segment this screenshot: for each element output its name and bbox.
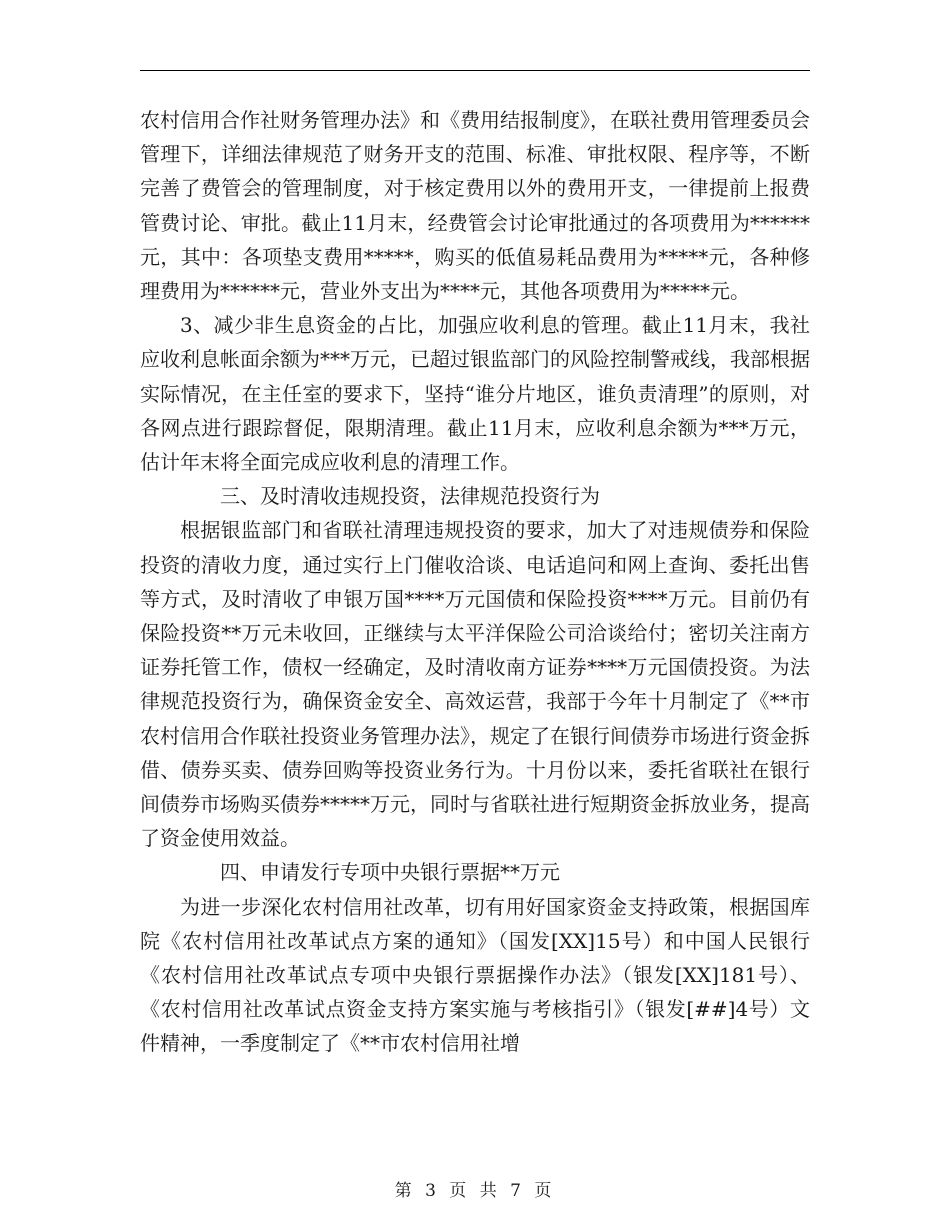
header-rule <box>140 70 810 71</box>
document-body <box>140 103 810 1061</box>
paragraph-1: 农村信用合作社财务管理办法》和《费用结报制度》，在联社费用管理委员会管理下，详细法律规范了财务开支的范围、标准、审批权限、程序等，不断完善了费管会的管理制度，对于核定费用以外的费用开支，一律提前上报费管费讨论、审批。截止11月末，经费管会讨论审批通过的各项费用为******元，其中：各项垫支费用*****，购买的低值易耗品费用为*****元，各种修理费用为******元，营业外支出为****元，其他各项费用为*****元。 <box>140 108 810 304</box>
page-number: 第 3 页 共 7 页 <box>394 1181 556 1201</box>
section-heading-3: 三、及时清收违规投资，法律规范投资行为 <box>220 484 600 509</box>
section-heading-4: 四、申请发行专项中央银行票据**万元 <box>220 860 560 885</box>
page-footer <box>0 1176 950 1201</box>
paragraph-2: 3、减少非生息资金的占比，加强应收利息的管理。截止11月末，我社应收利息帐面余额为***万元，已超过银监部门的风险控制警戒线，我部根据实际情况，在主任室的要求下，坚持“谁分片地区，谁负责清理”的原则，对各网点进行跟踪督促，限期清理。截止11月末，应收利息余额为***万元，估计年末将全面完成应收利息的清理工作。 <box>140 313 810 475</box>
paragraph-6: 为进一步深化农村信用社改革，切有用好国家资金支持政策，根据国库院《农村信用社改革试点方案的通知》（国发[XX]15号）和中国人民银行《农村信用社改革试点专项中央银行票据操作办法》（银发[XX]181号）、《农村信用社改革试点资金支持方案实施与考核指引》（银发[##]4号）文件精神，一季度制定了《**市农村信用社增 <box>140 894 810 1056</box>
paragraph-4: 根据银监部门和省联社清理违规投资的要求，加大了对违规债券和保险投资的清收力度，通过实行上门催收洽谈、电话追问和网上查询、委托出售等方式，及时清收了申银万国****万元国债和保险投资****万元。目前仍有保险投资**万元未收回，正继续与太平洋保险公司洽谈给付；密切关注南方证券托管工作，债权一经确定，及时清收南方证券****万元国债投资。为法律规范投资行为，确保资金安全、高效运营，我部于今年十月制定了《**市农村信用合作联社投资业务管理办法》，规定了在银行间债券市场进行资金拆借、债券买卖、债券回购等投资业务行为。十月份以来，委托省联社在银行间债券市场购买债券*****万元，同时与省联社进行短期资金拆放业务，提高了资金使用效益。 <box>140 518 810 851</box>
